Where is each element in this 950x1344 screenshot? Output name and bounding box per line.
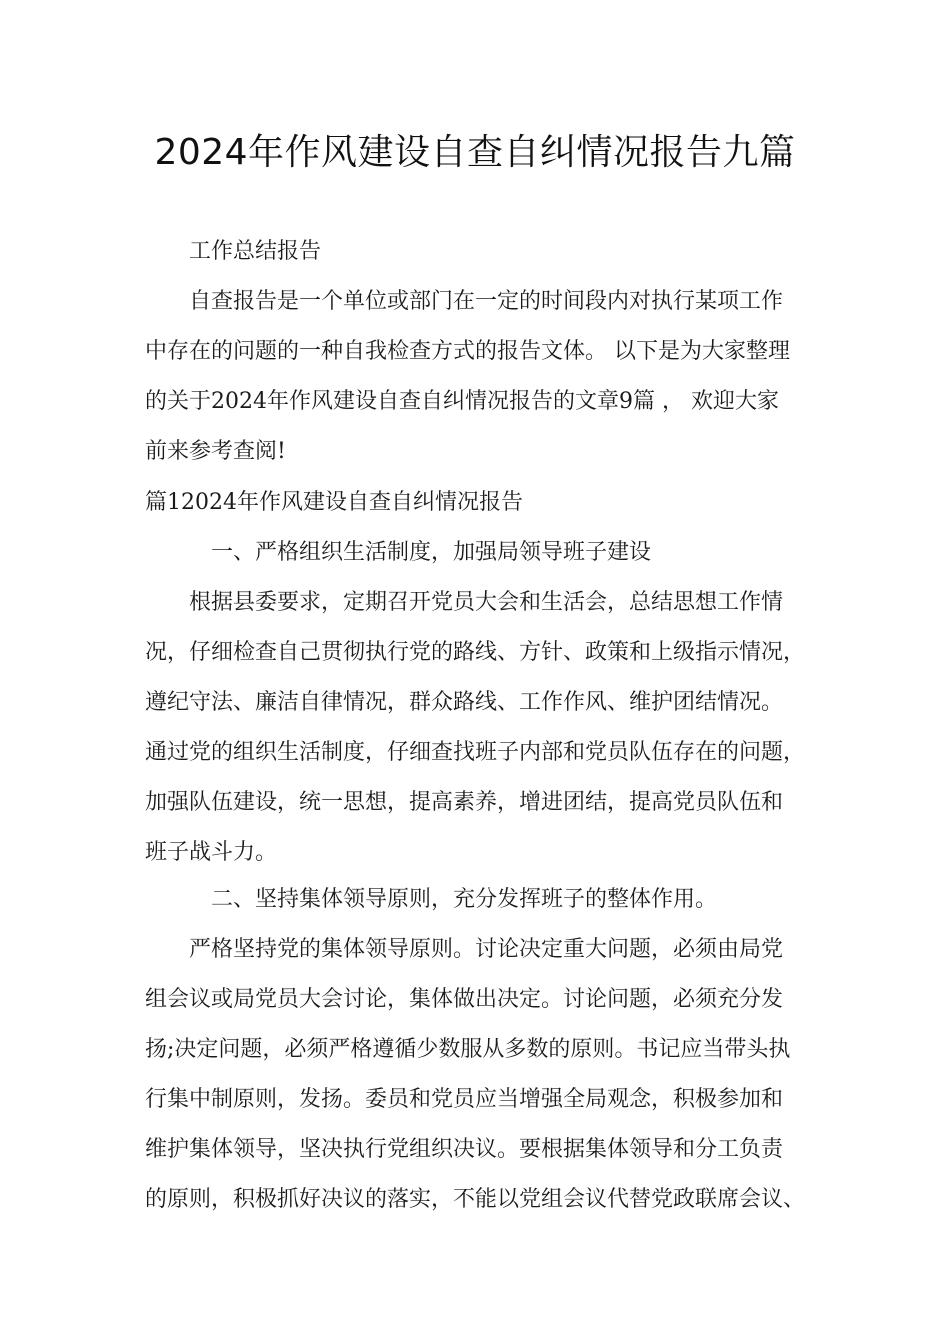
body-line: 组会议或局党员大会讨论，集体做出决定。讨论问题，必须充分发 (145, 987, 784, 1012)
document-title: 2024年作风建设自查自纠情况报告九篇 (154, 132, 796, 173)
body-line: 班子战斗力。 (145, 840, 278, 865)
body-line: 严格坚持党的集体领导原则。讨论决定重大问题，必须由局党 (189, 937, 784, 962)
body-line: 扬;决定问题，必须严格遵循少数服从多数的原则。书记应当带头执 (145, 1037, 791, 1062)
body-line: 的原则，积极抓好决议的落实，不能以党组会议代替党政联席会议、 (145, 1187, 806, 1212)
body-line: 根据县委要求，定期召开党员大会和生活会，总结思想工作情 (189, 590, 784, 615)
body-line: 工作总结报告 (189, 239, 322, 264)
body-line: 前来参考查阅! (145, 439, 286, 464)
body-line: 一、严格组织生活制度，加强局领导班子建设 (211, 540, 652, 565)
body-line: 维护集体领导，坚决执行党组织决议。要根据集体领导和分工负责 (145, 1137, 784, 1162)
body-line: 自查报告是一个单位或部门在一定的时间段内对执行某项工作 (189, 289, 784, 314)
body-line: 的关于2024年作风建设自查自纠情况报告的文章9篇 ， 欢迎大家 (145, 389, 779, 414)
body-line: 中存在的问题的一种自我检查方式的报告文体。 以下是为大家整理 (145, 339, 790, 364)
body-line: 通过党的组织生活制度，仔细查找班子内部和党员队伍存在的问题， (145, 740, 806, 765)
body-line: 遵纪守法、廉洁自律情况，群众路线、工作作风、维护团结情况。 (145, 690, 784, 715)
body-line: 二、坚持集体领导原则，充分发挥班子的整体作用。 (211, 887, 718, 912)
body-line: 况，仔细检查自己贯彻执行党的路线、方针、政策和上级指示情况， (145, 640, 806, 665)
body-line: 篇12024年作风建设自查自纠情况报告 (145, 490, 523, 515)
body-line: 加强队伍建设，统一思想，提高素养，增进团结，提高党员队伍和 (145, 790, 784, 815)
body-line: 行集中制原则，发扬。委员和党员应当增强全局观念，积极参加和 (145, 1087, 784, 1112)
